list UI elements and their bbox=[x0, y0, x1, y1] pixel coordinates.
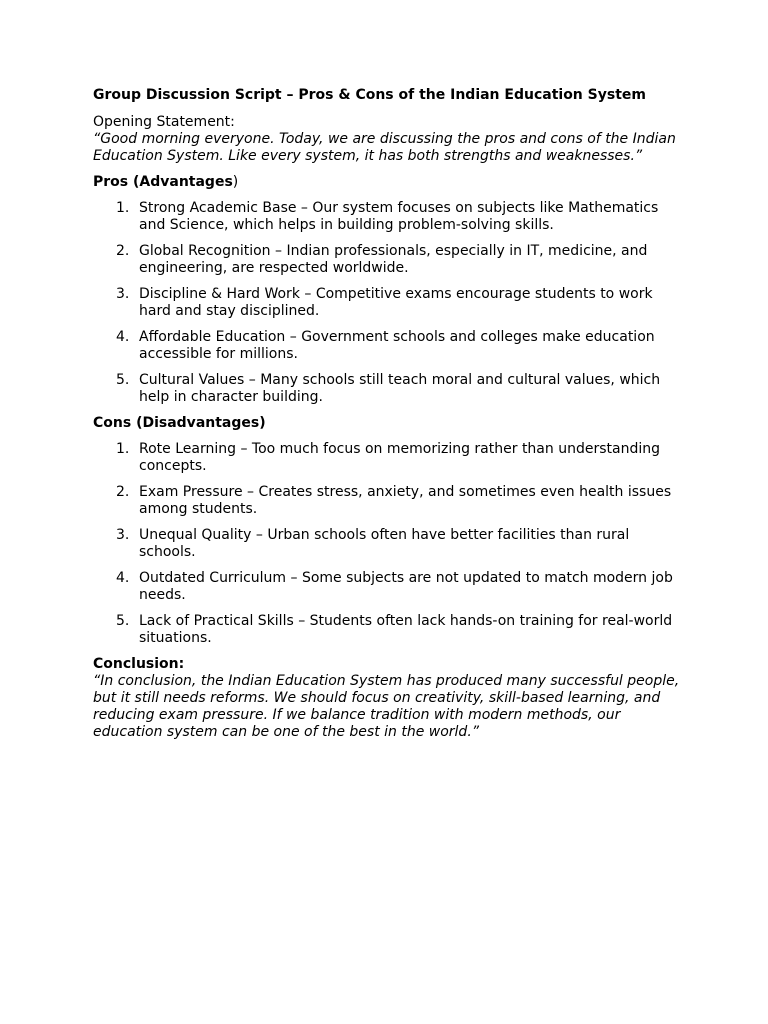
list-item-text: Exam Pressure – Creates stress, anxiety, and sometimes even health issues among students. bbox=[139, 484, 672, 517]
list-item-number: 1. bbox=[116, 441, 130, 457]
list-item bbox=[93, 200, 683, 234]
list-item bbox=[93, 243, 683, 277]
list-item-text: Discipline & Hard Work – Competitive exams encourage students to work hard and stay disciplined. bbox=[139, 286, 653, 319]
list-item-text: Lack of Practical Skills – Students often lack hands-on training for real-world situations. bbox=[139, 613, 673, 646]
list-item bbox=[93, 372, 683, 406]
list-item-text: Outdated Curriculum – Some subjects are not updated to match modern job needs. bbox=[139, 570, 673, 603]
pros-heading-suffix: ) bbox=[232, 174, 239, 190]
list-item bbox=[93, 441, 683, 475]
conclusion-text: “In conclusion, the Indian Education System has produced many successful people, but it still needs reforms. We should focus on creativity, skill-based learning, and reducing exam pressure. If we balance tradition with modern methods, our education system can be one of the best in the world.” bbox=[93, 673, 680, 740]
list-item bbox=[93, 613, 683, 647]
list-item bbox=[93, 570, 683, 604]
pros-list bbox=[93, 200, 683, 406]
cons-heading: Cons (Disadvantages) bbox=[93, 415, 266, 431]
list-item-number: 4. bbox=[116, 570, 130, 586]
pros-heading-text: Pros (Advantages bbox=[93, 174, 233, 190]
list-item-number: 3. bbox=[116, 527, 130, 543]
list-item-text: Rote Learning – Too much focus on memorizing rather than understanding concepts. bbox=[139, 441, 660, 474]
list-item-number: 4. bbox=[116, 329, 130, 345]
document-body bbox=[93, 87, 683, 741]
list-item bbox=[93, 329, 683, 363]
list-item-text: Global Recognition – Indian professionals, especially in IT, medicine, and engineering, are respected worldwide. bbox=[139, 243, 648, 276]
opening-statement-label: Opening Statement: bbox=[93, 114, 235, 130]
list-item-number: 5. bbox=[116, 372, 130, 388]
list-item-number: 2. bbox=[116, 484, 130, 500]
list-item bbox=[93, 527, 683, 561]
list-item-text: Affordable Education – Government schools and colleges make education accessible for millions. bbox=[139, 329, 655, 362]
list-item-number: 3. bbox=[116, 286, 130, 302]
list-item-number: 1. bbox=[116, 200, 130, 216]
list-item bbox=[93, 484, 683, 518]
cons-list bbox=[93, 441, 683, 647]
opening-statement-text: “Good morning everyone. Today, we are discussing the pros and cons of the Indian Education System. Like every system, it has both strengths and weaknesses.” bbox=[93, 131, 676, 164]
pros-heading bbox=[93, 174, 683, 191]
document-title: Group Discussion Script – Pros & Cons of the Indian Education System bbox=[93, 87, 646, 103]
list-item-text: Cultural Values – Many schools still teach moral and cultural values, which help in character building. bbox=[139, 372, 661, 405]
conclusion-label: Conclusion: bbox=[93, 656, 185, 672]
list-item bbox=[93, 286, 683, 320]
list-item-text: Strong Academic Base – Our system focuses on subjects like Mathematics and Science, which helps in building problem-solving skills. bbox=[139, 200, 659, 233]
list-item-number: 2. bbox=[116, 243, 130, 259]
list-item-text: Unequal Quality – Urban schools often have better facilities than rural schools. bbox=[139, 527, 630, 560]
list-item-number: 5. bbox=[116, 613, 130, 629]
